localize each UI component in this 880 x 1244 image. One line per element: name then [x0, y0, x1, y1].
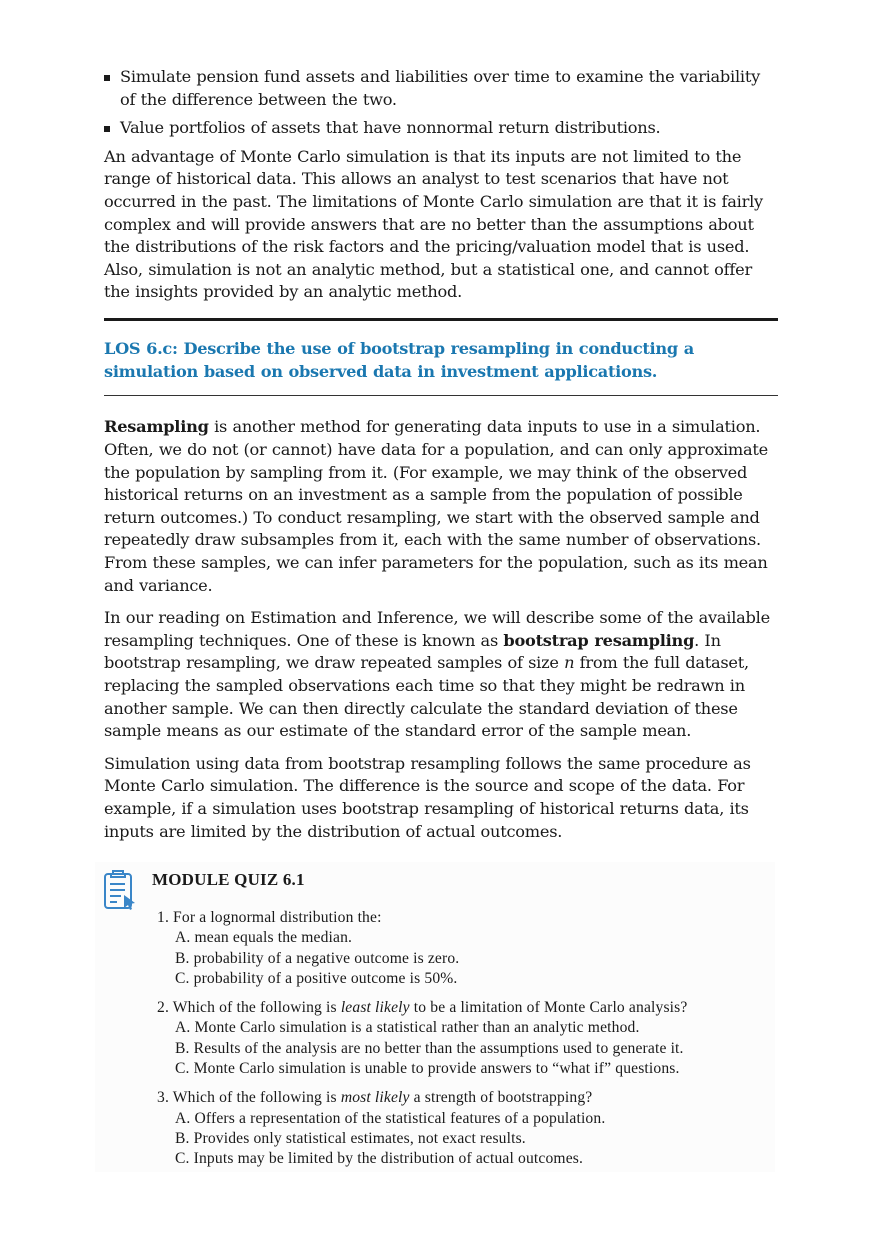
page-content — [104, 66, 778, 853]
text-run: 1. For a lognormal distribution the: — [157, 909, 382, 926]
bullet-item: Simulate pension fund assets and liabilities over time to examine the variability of the difference between the two. — [104, 66, 778, 111]
italic-term: least likely — [340, 999, 410, 1017]
option-b: B. Results of the analysis are no better than the assumptions used to generate it. — [175, 1039, 684, 1057]
clipboard-cursor-icon — [103, 868, 137, 912]
los-heading: LOS 6.c: Describe the use of bootstrap resampling in conducting a simulation based on observed data in investment applications. — [104, 338, 694, 381]
question-stem — [157, 908, 687, 928]
bullet-item: Value portfolios of assets that have nonnormal return distributions. — [104, 117, 778, 140]
divider-bottom — [104, 395, 778, 397]
option-c: C. Inputs may be limited by the distribution of actual outcomes. — [175, 1150, 584, 1168]
bullet-list — [104, 66, 778, 140]
option-b: B. probability of a negative outcome is zero. — [175, 949, 460, 967]
text-run: . In bootstrap resampling, we draw repeated samples of size — [104, 630, 721, 673]
bold-term: bootstrap resampling — [503, 630, 695, 650]
text-run: An advantage of Monte Carlo simulation is that its inputs are not limited to the range of historical data. This allows an analyst to test scenarios that have not occurred in the past. The limitations of Monte Carlo simulation are that it is fairly complex and will provide answers that are no better than the assumptions about the distributions of the risk factors and the pricing/valuation model that is used. Also, simulation is not an analytic method, but a statistical one, and cannot offer the insights provided by an analytic method. — [104, 146, 763, 302]
text-run: a strength of bootstrapping? — [409, 1089, 593, 1107]
paragraph-advantage — [104, 146, 778, 304]
question-stem — [157, 1088, 687, 1108]
option-a: A. mean equals the median. — [175, 929, 353, 947]
paragraph-simulation — [104, 753, 778, 843]
option-c: C. probability of a positive outcome is 50%. — [175, 969, 458, 987]
paragraph-bootstrap — [104, 607, 778, 743]
text-run: Simulation using data from bootstrap resampling follows the same procedure as Monte Carlo simulation. The difference is the source and scope of the data. For example, if a simulation uses bootstrap resampling of historical returns data, its inputs are limited by the distribution of actual outcomes. — [104, 753, 751, 841]
question-stem — [157, 998, 687, 1018]
italic-term: n — [564, 653, 575, 673]
text-run: 2. Which of the following is — [157, 999, 341, 1017]
option-a: A. Offers a representation of the statistical features of a population. — [175, 1109, 606, 1127]
option-c: C. Monte Carlo simulation is unable to provide answers to “what if” questions. — [175, 1060, 680, 1078]
option-b: B. Provides only statistical estimates, not exact results. — [175, 1129, 526, 1147]
bold-term: Resampling — [104, 417, 209, 437]
question-list — [157, 908, 687, 1179]
text-run: 3. Which of the following is — [157, 1089, 341, 1107]
question-1 — [157, 908, 687, 989]
question-3 — [157, 1088, 687, 1169]
italic-term: most likely — [340, 1089, 410, 1107]
text-run: to be a limitation of Monte Carlo analysis? — [409, 999, 688, 1017]
paragraph-resampling — [104, 416, 778, 597]
text-run: is another method for generating data inputs to use in a simulation. Often, we do not (or cannot) have data for a population, and can only approximate the population by sampling from it. (For example, we may think of the observed historical returns on an investment as a sample from the population of possible return outcomes.) To conduct resampling, we start with the observed sample and repeatedly draw subsamples from it, each with the same number of observations. From these samples, we can infer parameters for the population, such as its mean and variance. — [104, 417, 769, 595]
quiz-title: MODULE QUIZ 6.1 — [152, 870, 305, 889]
option-a: A. Monte Carlo simulation is a statistical rather than an analytic method. — [175, 1019, 640, 1037]
module-quiz — [95, 862, 775, 1172]
text-run: In our reading on Estimation and Inference, we will describe some of the available resampling techniques. One of these is known as — [104, 608, 770, 650]
question-2 — [157, 998, 687, 1079]
text-run: from the full dataset, replacing the sampled observations each time so that they might be redrawn in another sample. We can then directly calculate the standard deviation of these sample means as our estimate of the standard error of the sample mean. — [104, 653, 749, 741]
